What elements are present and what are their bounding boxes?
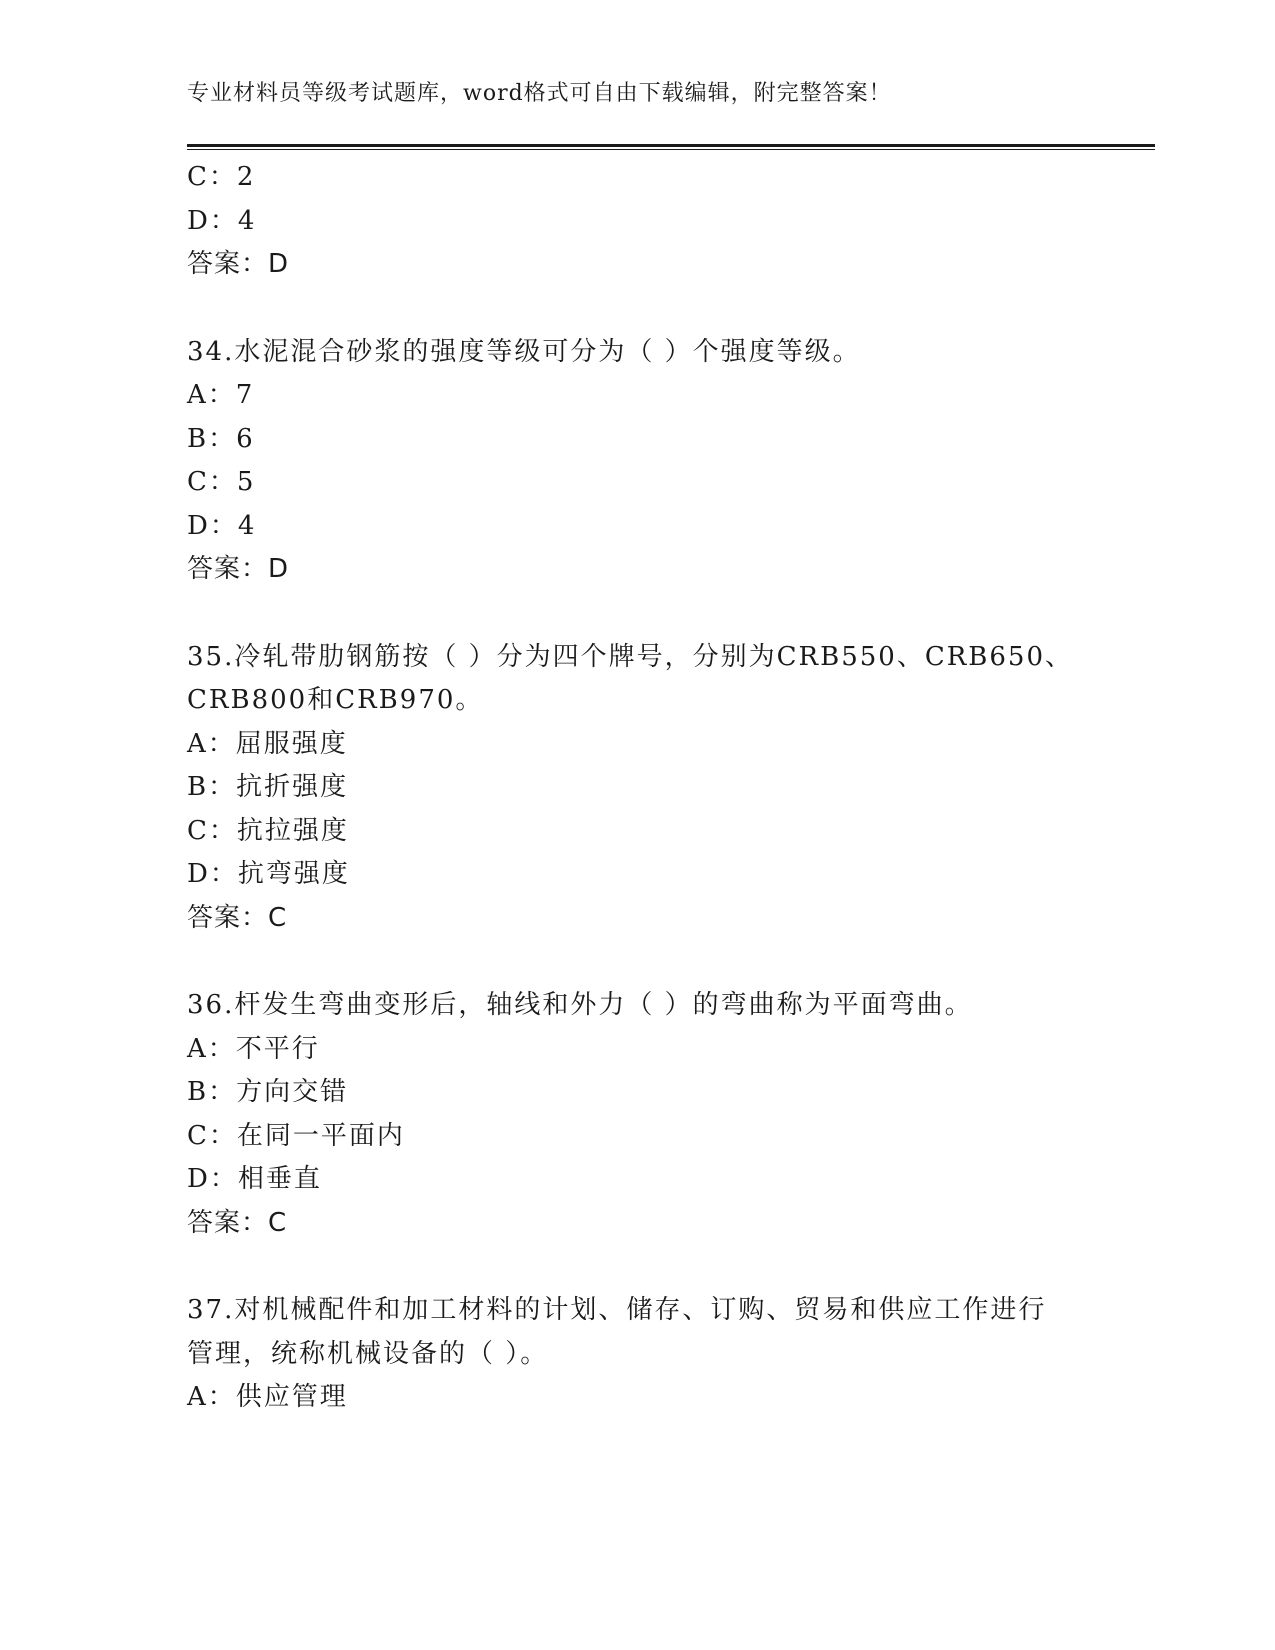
option-line: B：6 <box>187 424 255 454</box>
option-line: C：5 <box>187 467 256 497</box>
question-line: 36.杆发生弯曲变形后，轴线和外力（ ）的弯曲称为平面弯曲。 <box>187 990 973 1020</box>
question-line: 34.水泥混合砂浆的强度等级可分为（ ）个强度等级。 <box>187 337 861 367</box>
option-line: C：2 <box>187 162 256 192</box>
question-line: 35.冷轧带肋钢筋按（ ）分为四个牌号，分别为CRB550、CRB650、 <box>187 642 1074 672</box>
option-line: B：抗折强度 <box>187 772 349 802</box>
option-line: D：4 <box>187 206 257 236</box>
answer-line: 答案：D <box>187 554 290 584</box>
answer-line: 答案：C <box>187 1208 288 1238</box>
option-line: D：相垂直 <box>187 1164 322 1194</box>
question-line: 37.对机械配件和加工材料的计划、储存、订购、贸易和供应工作进行 <box>187 1295 1047 1325</box>
header-rule <box>187 144 1155 150</box>
option-line: C：抗拉强度 <box>187 816 349 846</box>
page-header: 专业材料员等级考试题库，word格式可自由下载编辑，附完整答案！ <box>187 81 892 106</box>
option-line: B：方向交错 <box>187 1077 349 1107</box>
question-line: CRB800和CRB970。 <box>187 685 484 715</box>
answer-line: 答案：C <box>187 903 288 933</box>
option-line: A：供应管理 <box>187 1382 348 1412</box>
option-line: C：在同一平面内 <box>187 1121 405 1151</box>
question-line: 管理，统称机械设备的（ ）。 <box>187 1339 549 1369</box>
answer-line: 答案：D <box>187 249 290 279</box>
option-line: D：抗弯强度 <box>187 859 350 889</box>
option-line: A：7 <box>187 380 255 410</box>
option-line: A：屈服强度 <box>187 729 348 759</box>
option-line: D：4 <box>187 511 257 541</box>
option-line: A：不平行 <box>187 1034 320 1064</box>
